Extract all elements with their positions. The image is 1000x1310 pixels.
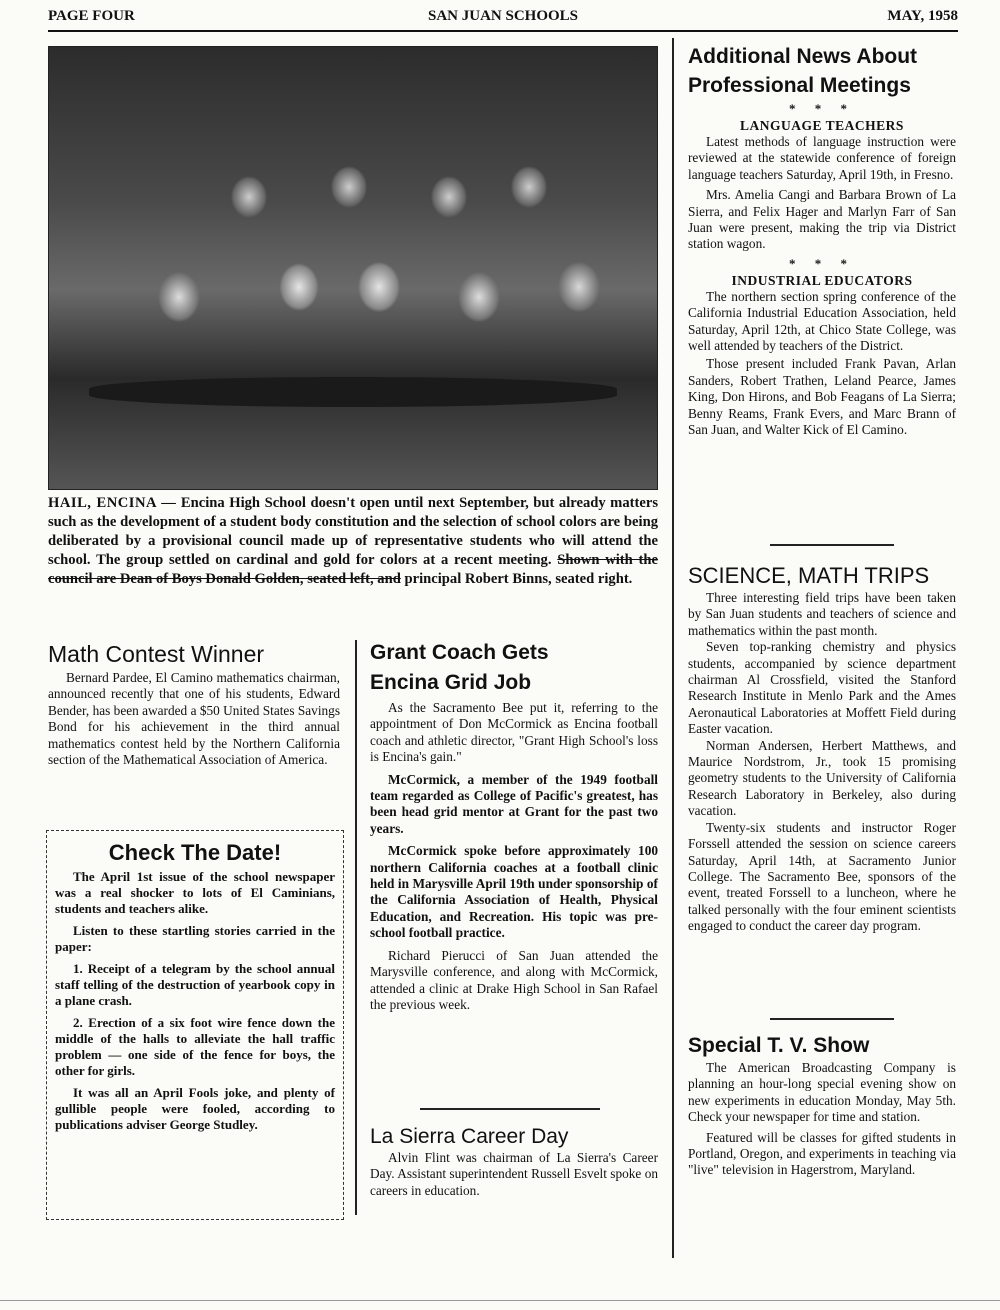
grant-end-rule — [420, 1108, 600, 1110]
tv-article — [688, 1032, 956, 1179]
check-date-p5: It was all an April Fools joke, and plenty of gullible people were fooled, according to publications adviser George Studley. — [55, 1085, 335, 1132]
science-article — [688, 562, 956, 935]
tv-p1: The American Broadcasting Company is planning an hour-long special evening show on new experiments in education Monday, May 5th. Check your newspaper for time and station. — [688, 1060, 956, 1125]
group-photo — [48, 46, 658, 490]
tv-headline: Special T. V. Show — [688, 1034, 870, 1057]
check-date-p4: 2. Erection of a six foot wire fence down the middle of the halls to alleviate the hall traffic problem — one side of the fence for boys, the other for girls. — [55, 1015, 335, 1078]
grant-p3: McCormick spoke before approximately 100 northern California coaches at a football clinic held in Marysville April 19th under sponsorship of the California Association of Health, Physical Education, and Recreation. His topic was pre-school football practice. — [370, 843, 658, 941]
tv-p2: Featured will be classes for gifted students in Portland, Oregon, and experiments in teaching via "live" television in Hagerstrom, Maryland. — [688, 1129, 956, 1178]
stars-divider-1: * * * — [789, 101, 855, 116]
page-number: PAGE FOUR — [48, 8, 135, 24]
masthead — [48, 6, 958, 28]
grant-headline-1: Grant Coach Gets — [370, 641, 549, 664]
ind-p2: Those present included Frank Pavan, Arlan Sanders, Robert Trathen, Leland Pearce, James King, Don Hirons, and Bob Feagans of La Sierra; Benny Reams, Frank Evers, and Marc Brann of San Juan, and Walter Kick of El Camino. — [688, 356, 956, 438]
page-bottom-rule — [0, 1300, 1000, 1301]
meetings-headline-2: Professional Meetings — [688, 74, 911, 97]
industrial-educators-head: INDUSTRIAL EDUCATORS — [731, 272, 913, 288]
lang-p1: Latest methods of language instruction were reviewed at the statewide conference of foreign language teachers Saturday, April 19th, in Fresno. — [688, 134, 956, 182]
check-date-p3: 1. Receipt of a telegram by the school annual staff telling of the destruction of yearbook copy in a plane crash. — [55, 961, 335, 1008]
lang-p2: Mrs. Amelia Cangi and Barbara Brown of La Sierra, and Felix Hager and Marlyn Farr of San Juan were present, making the trip via District station wagon. — [688, 187, 956, 252]
photo-table-shape — [89, 377, 617, 407]
ind-p1: The northern section spring conference of the California Industrial Education Association, held Saturday, April 12th, at Chico State College, was well attended by teachers of the District. — [688, 288, 956, 354]
meetings-article — [688, 42, 956, 439]
photo-caption — [48, 494, 658, 589]
masthead-rule — [48, 30, 958, 32]
issue-date: MAY, 1958 — [887, 8, 958, 24]
lasierra-body: Alvin Flint was chairman of La Sierra's Career Day. Assistant superintendent Russell Esvelt spoke on careers in education. — [370, 1150, 658, 1198]
science-headline: SCIENCE, MATH TRIPS — [688, 563, 930, 588]
grant-headline-2: Encina Grid Job — [370, 671, 532, 694]
math-article — [48, 640, 340, 768]
check-date-box — [46, 830, 344, 1220]
science-end-rule — [770, 1018, 894, 1020]
science-p2: Seven top-ranking chemistry and physics students, accompanied by science department chairman Al Crossfield, visited the Stanford Research Institute in Menlo Park and the Ames Aeronautical Laboratories at Moffett Field during Easter vacation. — [688, 639, 956, 737]
check-date-headline: Check The Date! — [108, 840, 282, 865]
check-date-p1: The April 1st issue of the school newspaper was a real shocker to lots of El Caminians, students and teachers alike. — [55, 869, 335, 916]
science-p1: Three interesting field trips have been taken by San Juan students and teachers of science and mathematics within the past month. — [688, 590, 956, 638]
math-body: Bernard Pardee, El Camino mathematics chairman, announced recently that one of his students, Edward Bender, has been awarded a $50 United States Savings Bond for his achievement in the third annual mathematics contest held by the Northern California section of the Mathematical Association of America. — [48, 670, 340, 768]
math-headline: Math Contest Winner — [48, 641, 265, 667]
column-rule-mid — [355, 640, 357, 1215]
lasierra-headline: La Sierra Career Day — [370, 1125, 569, 1148]
grant-p4: Richard Pierucci of San Juan attended the Marysville conference, and along with McCormick, attended a clinic at Drake High School in San Rafael the previous week. — [370, 947, 658, 1012]
science-p3: Norman Andersen, Herbert Matthews, and Maurice Nordstrom, Jr., took 15 promising geometry students to the University of California Research Laboratory in Berkeley, also during vacation. — [688, 737, 956, 819]
lasierra-article — [370, 1124, 658, 1199]
grant-article — [370, 638, 658, 1013]
science-p4: Twenty-six students and instructor Roger Forssell attended the session on science careers Saturday, April 14th, at Sacramento Junior College. The Sacramento Bee, sponsors of the event, treated Forssell to a luncheon, where he talked personally with the four eminent scientists engaged to conduct the career day program. — [688, 819, 956, 934]
grant-p2: McCormick, a member of the 1949 football team regarded as College of Pacific's greatest, has been head grid mentor at Grant for the past two years. — [370, 771, 658, 836]
caption-lead: HAIL, ENCINA — — [48, 495, 177, 511]
paper-title: SAN JUAN SCHOOLS — [427, 8, 579, 24]
grant-p1: As the Sacramento Bee put it, referring to the appointment of Don McCormick as Encina football coach and athletic director, "Grant High School's loss is Encina's gain." — [370, 700, 658, 765]
meetings-headline-1: Additional News About — [688, 45, 918, 68]
caption-body: Encina High School doesn't open until next September, but already matters such as the development of a student body constitution and the selection of school colors are being deliberated by a provisional council made up of representative students who will attend the school. The group settled on cardinal and gold for colors at a recent meeting. — [48, 495, 658, 568]
caption-strike: Shown with the council are Dean of Boys Donald Golden, seated left, and — [48, 552, 658, 587]
column-rule-right — [672, 38, 674, 1258]
stars-divider-2: * * * — [789, 255, 855, 271]
meetings-end-rule — [770, 544, 894, 546]
check-date-p2: Listen to these startling stories carried in the paper: — [55, 923, 335, 954]
caption-end: principal Robert Binns, seated right. — [400, 571, 633, 587]
language-teachers-head: LANGUAGE TEACHERS — [740, 118, 904, 133]
